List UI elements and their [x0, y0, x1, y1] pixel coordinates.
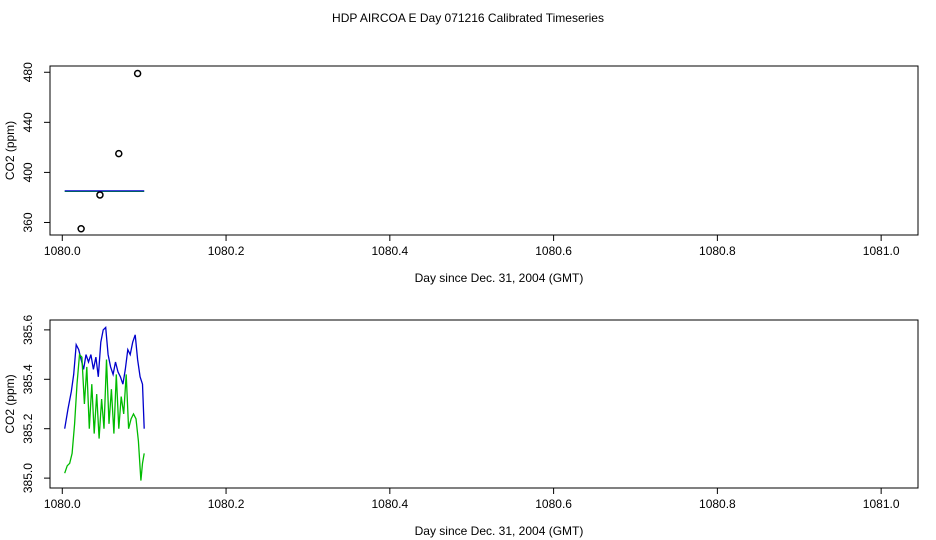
x-axis-label: Day since Dec. 31, 2004 (GMT) [414, 524, 584, 538]
series-line-2 [65, 355, 145, 481]
x-tick-label: 1080.6 [535, 497, 572, 511]
y-axis-label: CO2 (ppm) [3, 120, 17, 181]
data-point [116, 151, 122, 157]
x-tick-label: 1080.2 [207, 244, 245, 258]
x-tick-label: 1081.0 [862, 244, 900, 258]
chart-title: HDP AIRCOA E Day 071216 Calibrated Timeseries [332, 11, 604, 25]
x-tick-label: 1080.4 [371, 244, 409, 258]
x-tick-label: 1080.2 [207, 497, 245, 511]
plot-frame [50, 320, 918, 488]
data-point [135, 71, 141, 77]
x-tick-label: 1081.0 [862, 497, 900, 511]
data-point [97, 192, 103, 198]
x-tick-label: 1080.6 [535, 244, 572, 258]
y-tick-label: 385.4 [21, 364, 35, 395]
plot-frame [50, 66, 918, 235]
x-tick-label: 1080.0 [43, 497, 81, 511]
bottom-panel [3, 315, 918, 538]
top-panel [3, 62, 918, 285]
x-tick-label: 1080.8 [699, 244, 736, 258]
x-axis-label: Day since Dec. 31, 2004 (GMT) [414, 271, 584, 285]
x-tick-label: 1080.0 [43, 244, 81, 258]
y-tick-label: 400 [21, 162, 35, 183]
y-axis-label: CO2 (ppm) [3, 374, 17, 434]
y-tick-label: 440 [21, 112, 35, 133]
y-tick-label: 385.6 [21, 314, 35, 345]
x-tick-label: 1080.4 [371, 497, 409, 511]
x-tick-label: 1080.8 [699, 497, 736, 511]
y-tick-label: 360 [21, 212, 35, 233]
data-point [78, 226, 84, 232]
y-tick-label: 385.0 [21, 463, 35, 494]
y-tick-label: 385.2 [21, 413, 35, 444]
y-tick-label: 480 [21, 62, 35, 83]
